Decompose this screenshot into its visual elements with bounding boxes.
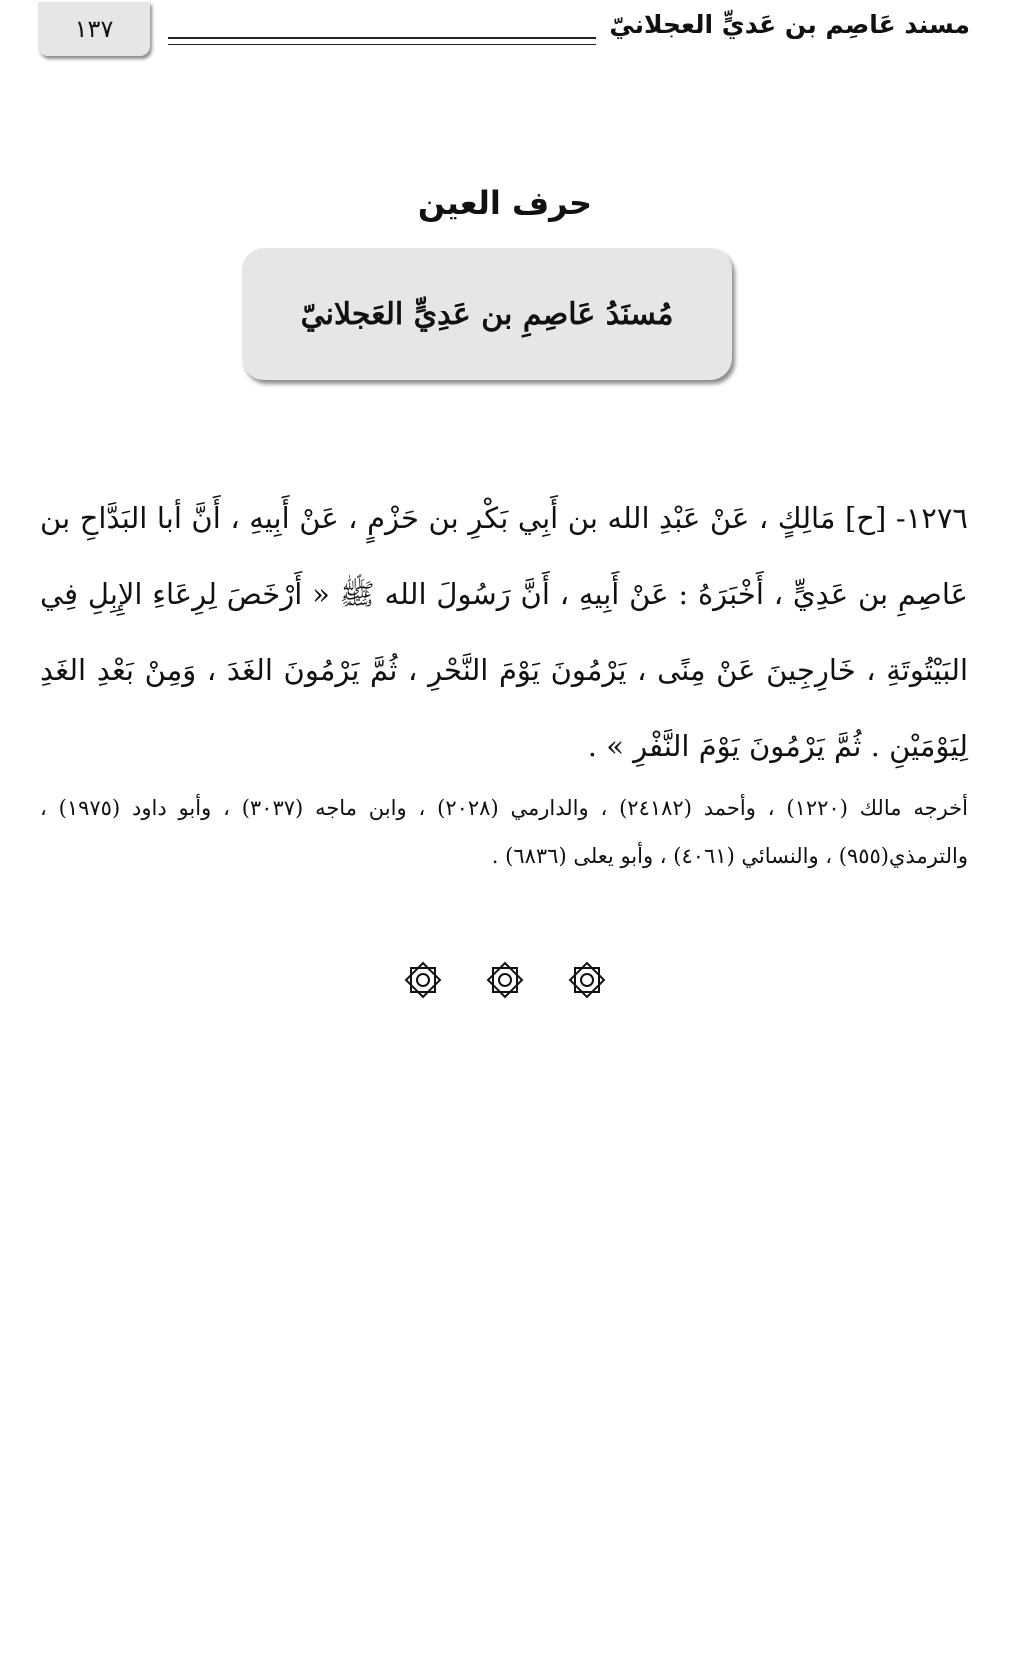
page-number-tab xyxy=(38,2,150,56)
header-rule-thin xyxy=(168,44,596,45)
header-rule xyxy=(168,37,596,39)
running-title: مسند عَاصِم بن عَديٍّ العجلانيّ xyxy=(609,10,970,39)
eight-point-star-icon xyxy=(485,960,525,1000)
page-number: ١٣٧ xyxy=(74,15,114,43)
hadith-text: [ح] مَالِكٍ ، عَنْ عَبْدِ الله بن أَبِي بَكْرِ بن حَزْمٍ ، عَنْ أَبِيهِ ، أَنَّ أبا البَدَّاحِ بن عَاصِمِ بن عَدِيٍّ ، أَخْبَرَهُ : عَنْ أَبِيهِ ، أَنَّ رَسُولَ الله ﷺ « أَرْخَصَ لِرِعَاءِ الإِبِلِ فِي البَيْتُوتَةِ ، خَارِجِينَ عَنْ مِنًى ، يَرْمُونَ يَوْمَ النَّحْرِ ، ثُمَّ يَرْمُونَ الغَدَ ، وَمِنْ بَعْدِ الغَدِ لِيَوْمَيْنِ . ثُمَّ يَرْمُونَ يَوْمَ النَّفْرِ » . xyxy=(40,501,968,763)
eight-point-star-icon xyxy=(567,960,607,1000)
hadith-number: ١٢٧٦- xyxy=(895,501,968,535)
section-title: مُسنَدُ عَاصِمِ بن عَدِيٍّ العَجلانيّ xyxy=(300,296,674,332)
chapter-title: حرف العين xyxy=(417,184,593,222)
section-title-box xyxy=(242,248,732,380)
eight-point-star-icon xyxy=(403,960,443,1000)
takhrij-note: أخرجه مالك (١٢٢٠) ، وأحمد (٢٤١٨٢) ، والدارمي (٢٠٢٨) ، وابن ماجه (٣٠٣٧) ، وأبو داود (١٩٧٥) ، والترمذي(٩٥٥) ، والنسائي (٤٠٦١) ، وأبو يعلى (٦٨٣٦) . xyxy=(40,796,968,868)
ornament-separator xyxy=(0,960,1010,1000)
hadith-paragraph xyxy=(40,480,968,784)
